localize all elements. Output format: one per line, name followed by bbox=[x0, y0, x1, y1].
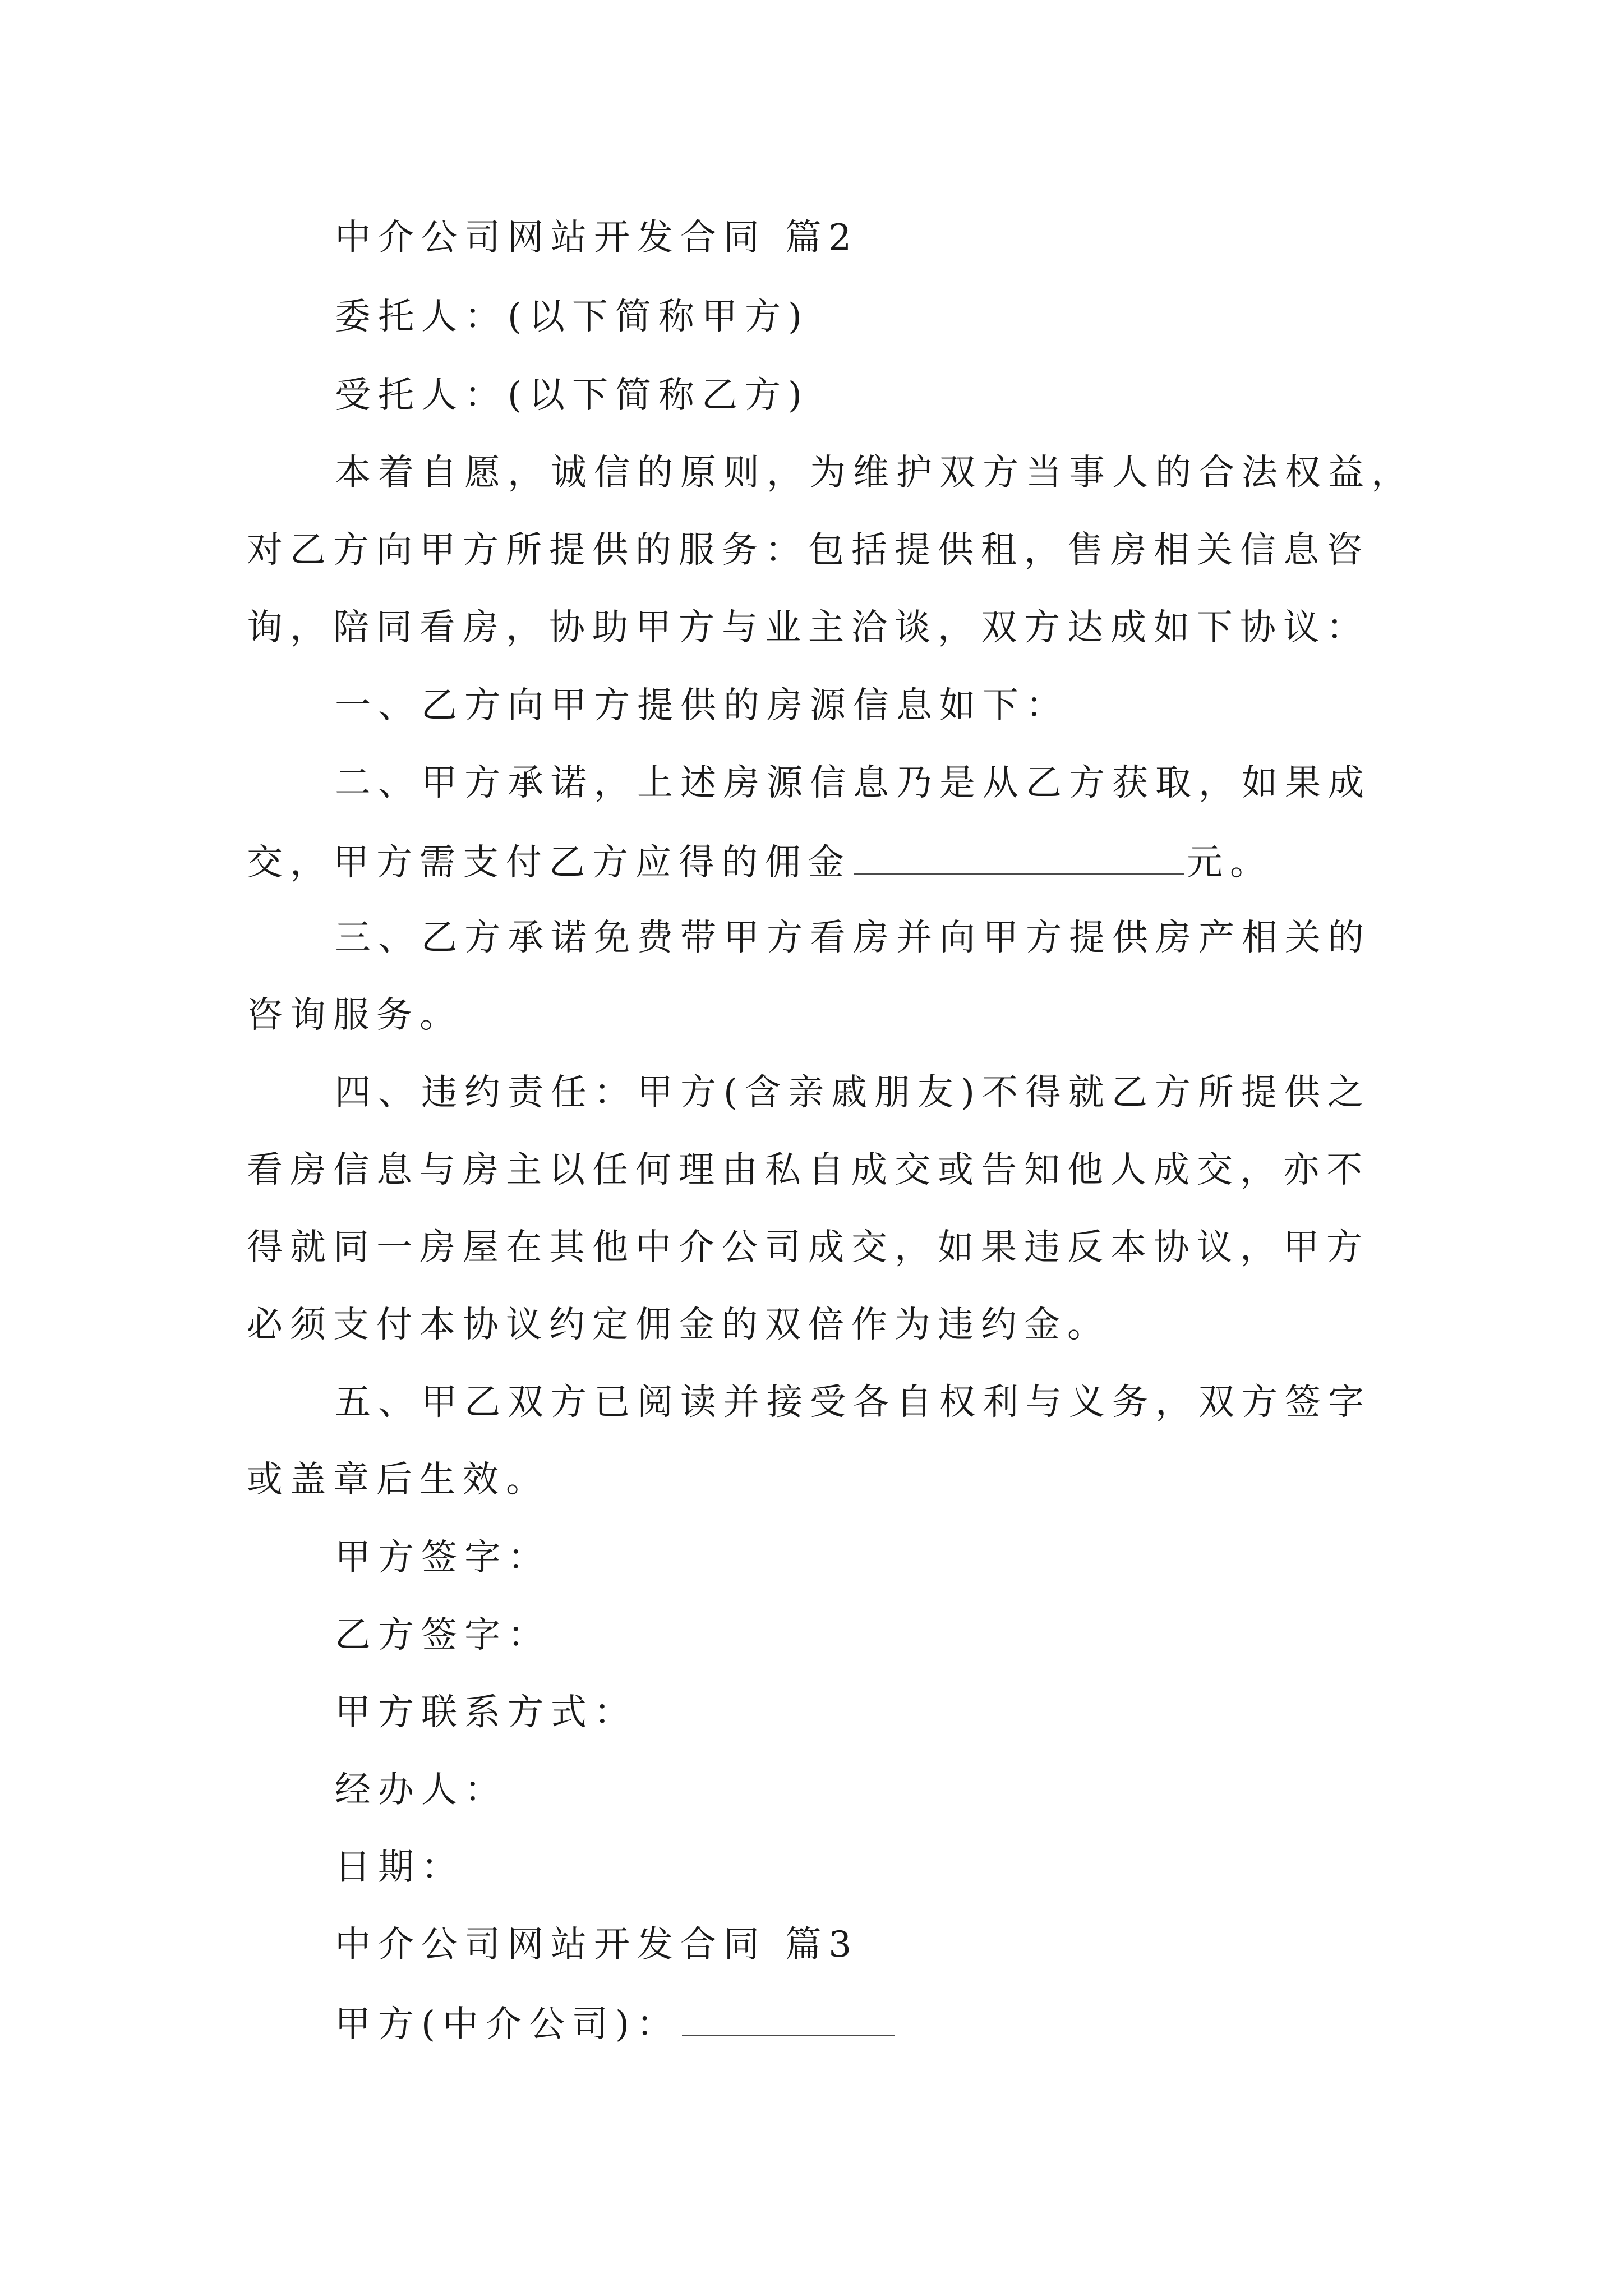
clause-3-line-1: 三、乙方承诺免费带甲方看房并向甲方提供房产相关的 bbox=[335, 917, 1371, 959]
party-a-contact: 甲方联系方式： bbox=[335, 1692, 637, 1733]
clause-4-line-4: 必须支付本协议约定佣金的双倍作为违约金。 bbox=[247, 1304, 1110, 1346]
clause-2-line-2 bbox=[247, 838, 1273, 885]
preamble-line-3: 询，陪同看房，协助甲方与业主洽谈，双方达成如下协议： bbox=[247, 607, 1370, 648]
clause-3-line-2: 咨询服务。 bbox=[247, 995, 463, 1036]
trustee-line: 受托人：(以下简称乙方) bbox=[335, 375, 809, 416]
party-a-agency-line bbox=[335, 2000, 897, 2047]
clause-5-line-1: 五、甲乙双方已阅读并接受各自权利与义务，双方签字 bbox=[335, 1382, 1371, 1423]
clause-4-line-1: 四、违约责任：甲方(含亲戚朋友)不得就乙方所提供之 bbox=[335, 1072, 1371, 1114]
date-line: 日期： bbox=[335, 1847, 464, 1888]
entrustor-line: 委托人：(以下简称甲方) bbox=[335, 296, 809, 338]
clause-5-line-2: 或盖章后生效。 bbox=[247, 1459, 549, 1501]
party-b-signature: 乙方签字： bbox=[335, 1614, 551, 1656]
preamble-line-2: 对乙方向甲方所提供的服务：包括提供租，售房相关信息咨 bbox=[247, 530, 1370, 571]
clause-2-text: 交，甲方需支付乙方应得的佣金 bbox=[247, 842, 851, 884]
commission-blank[interactable] bbox=[854, 838, 1184, 875]
clause-4-line-2: 看房信息与房主以任何理由私自成交或告知他人成交，亦不 bbox=[247, 1149, 1370, 1191]
clause-4-line-3: 得就同一房屋在其他中介公司成交，如果违反本协议，甲方 bbox=[247, 1227, 1370, 1268]
clause-2-line-1: 二、甲方承诺，上述房源信息乃是从乙方获取，如果成 bbox=[335, 762, 1371, 804]
section-title: 中介公司网站开发合同 篇2 bbox=[335, 217, 859, 259]
party-a-agency-label: 甲方(中介公司)： bbox=[335, 2004, 680, 2045]
section-3-title: 中介公司网站开发合同 篇3 bbox=[335, 1924, 859, 1966]
preamble-line-1: 本着自愿，诚信的原则，为维护双方当事人的合法权益， bbox=[335, 452, 1414, 494]
clause-2-unit: 元。 bbox=[1187, 842, 1273, 884]
agent-line: 经办人： bbox=[335, 1769, 508, 1811]
party-a-agency-blank[interactable] bbox=[682, 2000, 895, 2036]
clause-1: 一、乙方向甲方提供的房源信息如下： bbox=[335, 685, 1069, 726]
party-a-signature: 甲方签字： bbox=[335, 1537, 551, 1579]
